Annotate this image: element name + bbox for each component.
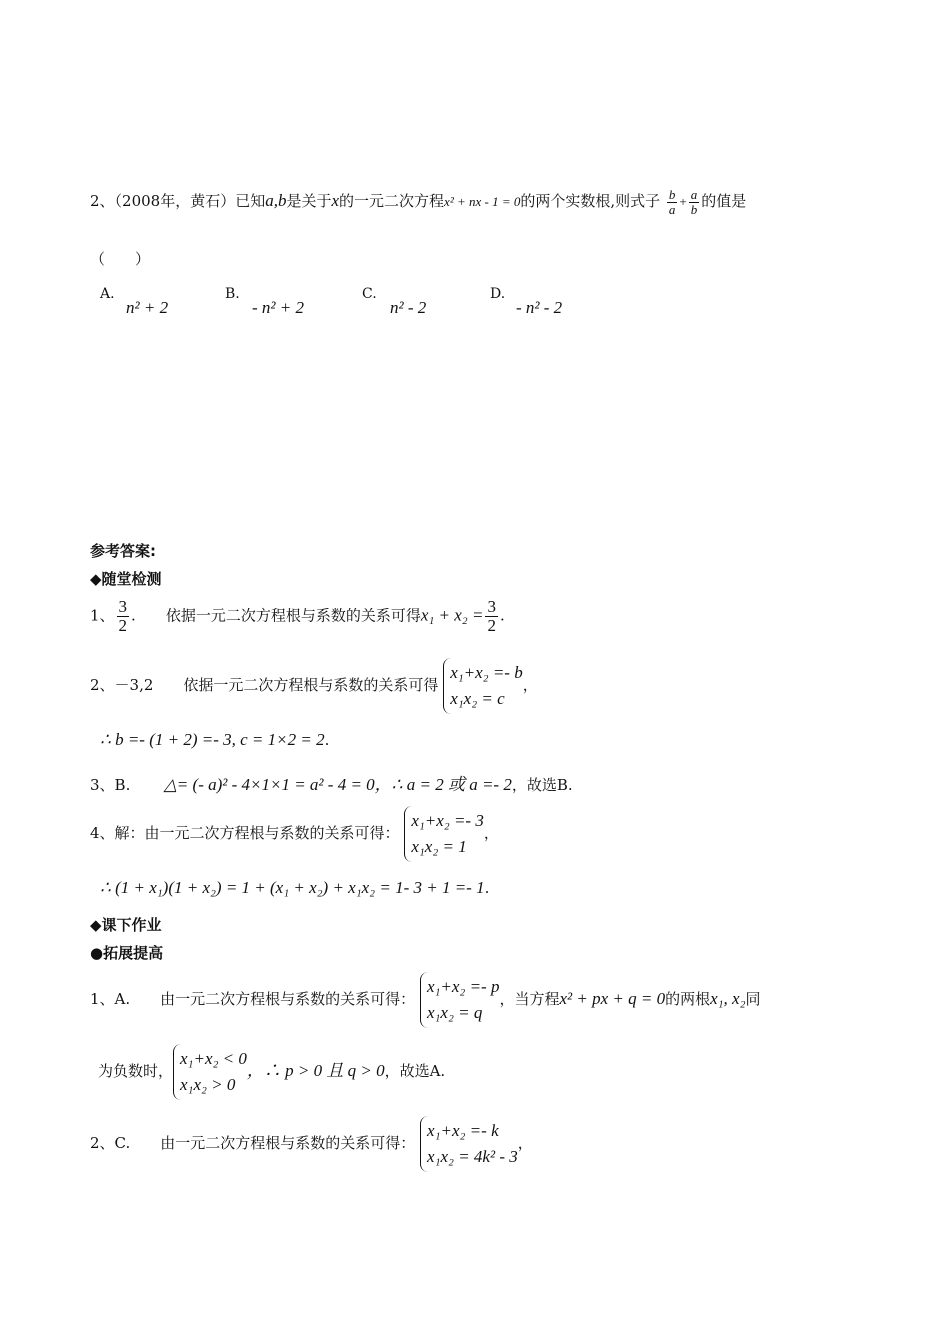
answer-1-label: 1、 [90, 606, 115, 625]
option-c-expr: n² - 2 [390, 298, 427, 317]
answer-b1-line: 1、A. 由一元二次方程根与系数的关系可得： x₁+x₂ =- p x₁x₂ = q ，当方程x² + px + q = 0的两根x₁, x₂同 [90, 972, 761, 1028]
equation-system-b1-negative: x₁+x₂ < 0 x₁x₂ > 0 [173, 1044, 247, 1100]
answer-3-label: 3、B. [90, 776, 131, 794]
option-b-expr: - n² + 2 [252, 298, 304, 317]
answer-paren: （ ） [90, 250, 151, 268]
vars-ab: a,b [265, 191, 287, 211]
answer-3-expr: △= (- a)² - 4×1×1 = a² - 4 = 0，∴ a = 2 或 a =- 2 [163, 775, 512, 794]
answer-2-line: 2、－3,2 依据一元二次方程根与系数的关系可得 x₁+x₂ =- b x₁x₂ = c ， [90, 658, 538, 714]
question-2-mid2: 的一元二次方程 [339, 192, 445, 211]
fraction-a-over-b: $\frac{a}{b}$ [690, 187, 698, 217]
answer-4-label: 4、解：由一元二次方程根与系数的关系可得： [90, 824, 400, 842]
option-d-expr: - n² - 2 [516, 298, 563, 317]
answer-b1-label: 1、A. 由一元二次方程根与系数的关系可得： [90, 990, 416, 1008]
option-a-expr: n² + 2 [126, 298, 169, 317]
var-x: x [331, 191, 340, 211]
answers-heading: 参考答案: [90, 542, 156, 560]
answer-4-line: 4、解：由一元二次方程根与系数的关系可得： x₁+x₂ =- 3 x₁x₂ = 1 ， [90, 806, 499, 862]
question-2-prefix: 2、（2008年，黄石）已知 [90, 192, 266, 211]
answer-b1-line2: 为负数时， x₁+x₂ < 0 x₁x₂ > 0 ，∴ p > 0 且 q > 0，故选A. [98, 1044, 445, 1100]
answer-3-line: 3、B. △= (- a)² - 4×1×1 = a² - 4 = 0，∴ a = 2 或 a =- 2，故选B. [90, 775, 573, 794]
answer-4-conclusion: ∴ (1 + x₁)(1 + x₂) = 1 + (x₁ + x₂) + x₁x₂ = 1- 3 + 1 =- 1. [100, 878, 490, 897]
question-2-suffix: 的值是 [701, 192, 747, 211]
equation-system-a2: x₁+x₂ =- b x₁x₂ = c [443, 658, 523, 714]
section-homework: ◆课下作业 [90, 916, 162, 934]
answer-b2-label: 2、C. 由一元二次方程根与系数的关系可得： [90, 1134, 416, 1152]
question-2-equation: x² + nx - 1 = 0 [444, 194, 521, 210]
option-c-label: C. [362, 286, 377, 302]
plus-sign: + [679, 194, 687, 210]
fraction-three-halves: $\frac{3}{2}$ [118, 597, 128, 635]
answer-b2-line: 2、C. 由一元二次方程根与系数的关系可得： x₁+x₂ =- k x₁x₂ = 4k² - 3 ， [90, 1116, 533, 1172]
question-2-mid3: 的两个实数根,则式子 [520, 192, 661, 211]
fraction-b-over-a: $\frac{b}{a}$ [668, 187, 676, 217]
equation-system-b2: x₁+x₂ =- k x₁x₂ = 4k² - 3 [420, 1116, 518, 1172]
answer-1-expr: x₁ + x₂ = [420, 605, 484, 625]
answer-1-text: . 依据一元二次方程根与系数的关系可得 [131, 606, 421, 625]
answer-2-conclusion: ∴ b =- (1 + 2) =- 3, c = 1×2 = 2. [100, 730, 330, 749]
answer-2-label: 2、－3,2 依据一元二次方程根与系数的关系可得 [90, 676, 439, 694]
fraction-three-halves-2: $\frac{3}{2}$ [487, 597, 496, 635]
equation-system-b1: x₁+x₂ =- p x₁x₂ = q [420, 972, 500, 1028]
equation-system-a4: x₁+x₂ =- 3 x₁x₂ = 1 [404, 806, 484, 862]
option-b-label: B. [225, 286, 240, 302]
section-classroom-check: ◆随堂检测 [90, 570, 162, 588]
question-2-line [90, 188, 746, 216]
option-a-label: A. [100, 286, 115, 302]
answer-1-line: 1、 $\frac{3}{2}$ . 依据一元二次方程根与系数的关系可得x₁ + x₂ = $\frac{3}{2}$ . [90, 597, 505, 635]
question-2-mid1: 是关于 [286, 192, 332, 211]
option-d-label: D. [490, 286, 506, 302]
section-extension: ●拓展提高 [90, 944, 164, 962]
